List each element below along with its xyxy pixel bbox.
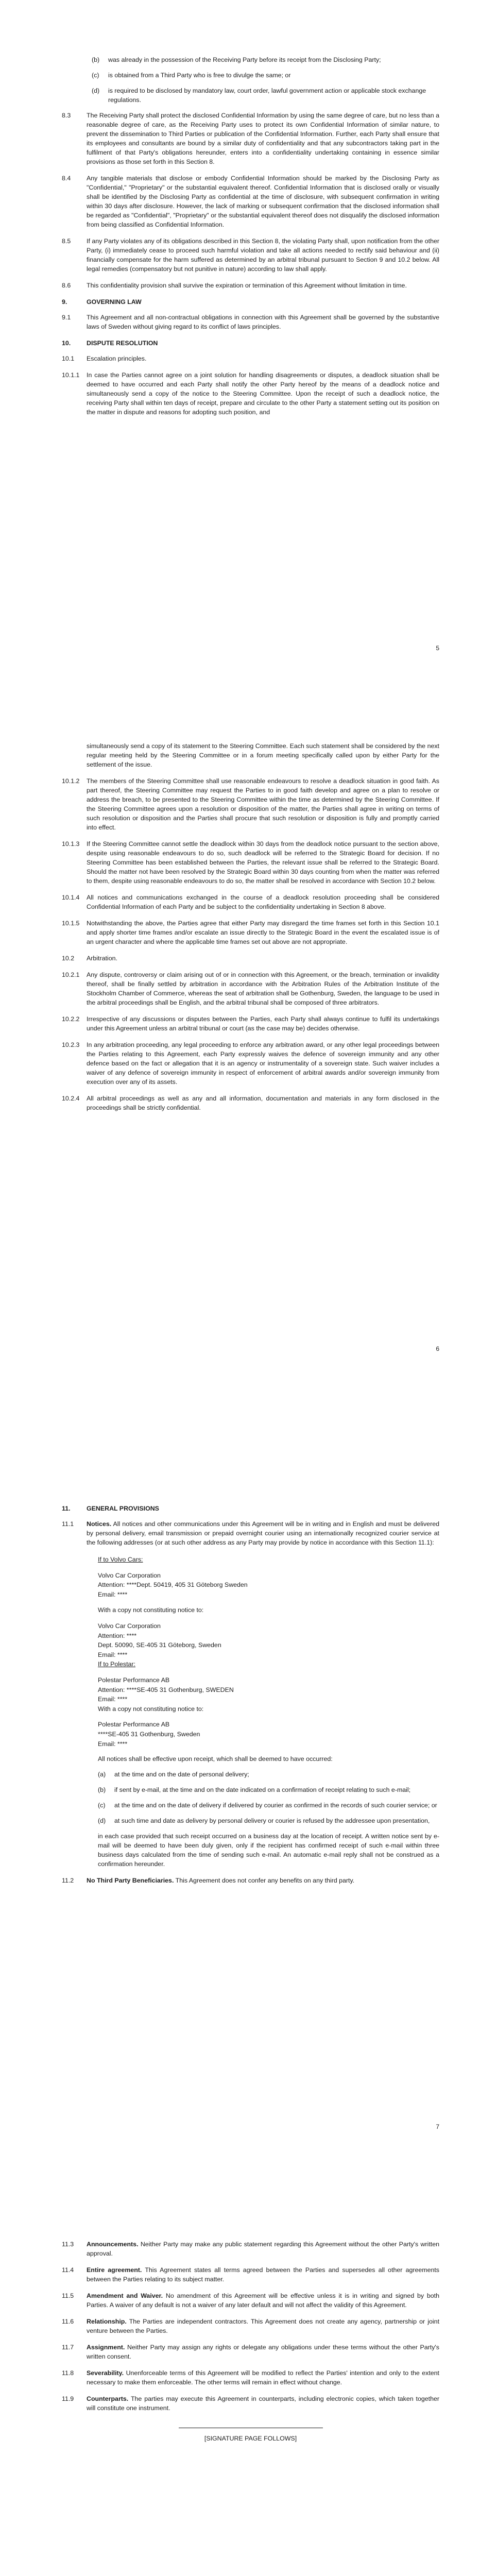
- polestar-address: [98, 1675, 439, 1714]
- address-line: Attention: ****Dept. 50419, 405 31 Göteborg Sweden: [98, 1581, 248, 1589]
- clause-text: In any arbitration proceeding, any legal proceeding to enforce any arbitration award, or any other legal proceedings between the Parties relating to this Agreement, each Party expressly waives the defence of sovereign immunity and any other defence based on the fact or allegation that it is an agency or instrumentality of a sovereign state. Such waiver includes a waiver of any defence of sovereign immunity in respect of enforcement of arbitral awards and/or sovereign immunity from execution over any of its assets.: [87, 1041, 439, 1086]
- clause-number: 11.4: [62, 2266, 74, 2274]
- address-line: Volvo Car Corporation: [98, 1622, 161, 1630]
- subclause-text: if sent by e-mail, at the time and on the date indicated on a confirmation of receipt relating to such e-mail;: [114, 1786, 411, 1794]
- section-number: 9.: [62, 298, 67, 306]
- clause-number: 10.1.4: [62, 893, 80, 901]
- clause-number: 8.3: [62, 111, 71, 119]
- subclause-text: is obtained from a Third Party who is free to divulge the same; or: [108, 71, 291, 79]
- signature-page-follows: [SIGNATURE PAGE FOLLOWS]: [204, 2434, 297, 2442]
- clause-text: Escalation principles.: [87, 354, 147, 362]
- clause-10-1-3: [62, 840, 439, 886]
- copy-label: With a copy not constituting notice to:: [98, 1705, 204, 1713]
- clause-text: If the Steering Committee cannot settle the deadlock within 30 days from the deadlock notice pursuant to the section above, despite using reasonable endeavours to do so, such deadlock will be referred to the Strategic Board for decision. If no Steering Committee has been established between the Parties, the relevant issue shall be referred to the Strategic Board. Should the matter not have been resolved by the Strategic Board within 30 days counting from when the matter was referred to them, despite using reasonable endeavours to do so, the matter shall be resolved in accordance with Section 10.2 below.: [87, 840, 439, 885]
- address-line: ****SE-405 31 Gothenburg, Sweden: [98, 1731, 200, 1738]
- clause-11-2: [62, 1876, 439, 1886]
- subclause-label: (b): [98, 1786, 106, 1794]
- clause-8-3: [62, 111, 439, 167]
- clause-10-1-5: [62, 919, 439, 947]
- clause-text: Irrespective of any discussions or disputes between the Parties, each Party shall always continue to fulfil its undertakings under this Agreement unless an arbitral tribunal or court (as the case may be) decides otherwise.: [87, 1015, 439, 1032]
- clause-11-8: [62, 2369, 439, 2387]
- clause-11-9: [62, 2395, 439, 2413]
- effective-tail: [98, 1832, 439, 1869]
- clause-number: 10.2.3: [62, 1041, 80, 1048]
- clause-text: This confidentiality provision shall survive the expiration or termination of this Agreement without limitation in time.: [87, 281, 407, 289]
- subclause-c: [92, 71, 439, 80]
- clause-10-2-1: [62, 971, 439, 1008]
- address-line: Attention: ****SE-405 31 Gothenburg, SWEDEN: [98, 1686, 234, 1693]
- clause-10-1-4: [62, 893, 439, 912]
- address-line: Attention: ****: [98, 1632, 137, 1639]
- clause-10-1-2: [62, 777, 439, 833]
- subclause-text: at the time and on the date of delivery if delivered by courier as confirmed in the records of such courier service; or: [114, 1802, 437, 1809]
- clause-text: No amendment of this Agreement will be effective unless it is in writing and signed by both Parties. A waiver of any default is not a waiver of any later default and will not affect the validity of this Agreement.: [87, 2292, 439, 2309]
- clause-title: Severability.: [87, 2369, 124, 2377]
- effective-a: [98, 1770, 439, 1780]
- subclause-d: [92, 87, 439, 105]
- clause-text: Neither Party may assign any rights or delegate any obligations under these terms without the other Party's written consent.: [87, 2343, 439, 2360]
- clause-text: Unenforceable terms of this Agreement will be modified to reflect the Parties' intention and only to the extent necessary to make them enforceable. The other terms will remain in effect without change.: [87, 2369, 440, 2386]
- address-line: Dept. 50090, SE-405 31 Göteborg, Sweden: [98, 1641, 221, 1649]
- polestar-copy-address: [98, 1720, 439, 1749]
- clause-number: 10.2: [62, 954, 75, 962]
- clause-title: No Third Party Beneficiaries.: [87, 1877, 174, 1885]
- section-title: GOVERNING LAW: [87, 298, 142, 306]
- clause-11-1: [62, 1520, 439, 1548]
- clause-10-1: [62, 354, 439, 364]
- clause-text: This Agreement and all non-contractual obligations in connection with this Agreement shall be governed by the substantive laws of Sweden without giving regard to its conflict of laws principles.: [87, 313, 439, 330]
- page-5: [0, 56, 497, 425]
- clause-title: Notices.: [87, 1520, 112, 1528]
- clause-number: 10.1.5: [62, 919, 80, 927]
- subclause-label: (a): [98, 1771, 106, 1778]
- clause-text: All notices and communications exchanged in the course of a deadlock resolution proceeding shall be considered Confidential Information of each Party and be subject to the confidentiality undertaking in Section 8 above.: [87, 893, 439, 910]
- clause-11-3: [62, 2240, 439, 2259]
- clause-number: 10.1: [62, 354, 75, 362]
- clause-text: If any Party violates any of its obligations described in this Section 8, the violating Party shall, upon notification from the other Party, (i) immediately cease to proceed such harmful violation and take all actions needed to rectify said behaviour and (ii) financially compensate for the harm suffered as determined by an arbitral tribunal pursuant to Section 9 and 10.2 below. All legal remedies (compensatory but not punitive in nature) according to law shall apply.: [87, 237, 439, 273]
- clause-title: Announcements.: [87, 2241, 139, 2248]
- page-8: [0, 2240, 497, 2444]
- address-line: Polestar Performance AB: [98, 1676, 170, 1684]
- clause-number: 10.1.3: [62, 840, 80, 848]
- effective-b: [98, 1786, 439, 1795]
- clause-number: 10.2.2: [62, 1015, 80, 1023]
- address-line: Email: ****: [98, 1696, 128, 1703]
- address-line: Polestar Performance AB: [98, 1721, 170, 1728]
- subclause-label: (d): [92, 87, 100, 94]
- clause-text: Arbitration.: [87, 954, 117, 962]
- clause-number: 10.2.4: [62, 1094, 80, 1102]
- clause-number: 8.4: [62, 174, 71, 182]
- clause-text: The members of the Steering Committee shall use reasonable endeavours to resolve a deadlock situation in good faith. As part thereof, the Steering Committee may request the Parties to in good faith develop and agree on a plan to resolve or address the breach, to be presented to the Steering Committee within the time as determined by the Steering Committee. If the Steering Committee agrees upon a resolution or disposition of the matter, the Parties shall agree in writing on terms of such resolution or disposition and the Parties shall procure that such resolution or disposition is fully and promptly carried into effect.: [87, 777, 439, 831]
- clause-title: Counterparts.: [87, 2395, 129, 2402]
- section-heading-10: [62, 339, 439, 348]
- clause-number: 9.1: [62, 313, 71, 321]
- page-6: [0, 742, 497, 1120]
- clause-10-2-2: [62, 1015, 439, 1033]
- notice-addresses: [98, 1555, 439, 1764]
- clause-text: Notwithstanding the above, the Parties agree that either Party may disregard the time frames set forth in this Section 10.1 and apply shorter time frames and/or escalate an issue directly to the Strategic Board in the event the escalated issue is of an urgent character and where the applicable time frames set out above are not appropriate.: [87, 919, 439, 945]
- clause-text: All notices and other communications under this Agreement will be in writing and in English and must be delivered by personal delivery, email transmission or prepaid overnight courier using an internationally recognized courier service at the following addresses (or at such other address as any Party may provide by notice in accordance with this Section 11.1):: [87, 1520, 439, 1546]
- address-line: Email: ****: [98, 1740, 128, 1748]
- clause-9-1: [62, 313, 439, 332]
- clause-text: This Agreement does not confer any benefits on any third party.: [175, 1877, 355, 1885]
- clause-text: The parties may execute this Agreement in counterparts, including electronic copies, which taken together will constitute one instrument.: [87, 2395, 440, 2412]
- clause-number: 8.6: [62, 281, 71, 289]
- effective-d: [98, 1817, 439, 1826]
- volvo-copy-address: [98, 1621, 439, 1669]
- clause-title: Relationship.: [87, 2317, 127, 2325]
- if-to-volvo-label: If to Volvo Cars:: [98, 1555, 143, 1563]
- page-number: 5: [436, 645, 439, 652]
- clause-text: The Parties are independent contractors. This Agreement does not create any agency, partnership or joint venture between the Parties.: [87, 2317, 440, 2334]
- subclause-label: (d): [98, 1817, 106, 1825]
- subclause-text: at the time and on the date of personal delivery;: [114, 1771, 249, 1778]
- copy-label: With a copy not constituting notice to:: [98, 1606, 204, 1614]
- clause-text: The Receiving Party shall protect the disclosed Confidential Information by using the same degree of care, but no less than a reasonable degree of care, as the Receiving Party uses to protect its own Confidential Information of similar nature, to prevent the dissemination to Third Parties or publication of the Confidential Information. Further, each Party shall ensure that its employees and consultants are bound by a similar duty of confidentiality and that any subcontractors taking part in the fulfilment of that Party's obligations hereunder, enters into a confidentiality undertaking containing in essence similar provisions as those set forth in this Section 8.: [87, 111, 439, 165]
- section-heading-9: [62, 298, 439, 307]
- subclause-text: was already in the possession of the Receiving Party before its receipt from the Disclosing Party;: [108, 56, 381, 63]
- clause-number: 11.6: [62, 2317, 74, 2325]
- clause-11-6: [62, 2317, 439, 2336]
- clause-10-1-1-continued: [62, 742, 439, 770]
- clause-number: 11.3: [62, 2241, 74, 2248]
- clause-number: 10.2.1: [62, 971, 80, 978]
- section-title: DISPUTE RESOLUTION: [87, 339, 158, 347]
- effective-c: [98, 1801, 439, 1810]
- clause-text: In case the Parties cannot agree on a joint solution for handling disagreements or disputes, a deadlock situation shall be deemed to have occurred and each Party shall notify the other Party hereof by the means of a deadlock notice and simultaneously send a copy of the notice to the Steering Committee. Upon the receipt of such a deadlock notice, the receiving Party shall within ten days of receipt, prepare and circulate to the other Party a statement setting out its position on the matter in dispute and reasons for adopting such position, and: [87, 371, 439, 416]
- volvo-address: [98, 1571, 439, 1600]
- clause-text: in each case provided that such receipt occurred on a business day at the location of receipt. A written notice sent by e-mail will be deemed to have been duly given, only if the recipient has confirmed receipt of such e-mail within three business days calculated from the time of sending such e-mail. An automatic e-mail reply shall not be construed as a confirmation hereunder.: [98, 1833, 439, 1868]
- address-line: Email: ****: [98, 1651, 128, 1658]
- clause-10-2-4: [62, 1094, 439, 1113]
- address-line: Email: ****: [98, 1590, 128, 1598]
- clause-number: 11.9: [62, 2395, 74, 2402]
- clause-10-2-3: [62, 1041, 439, 1087]
- clause-number: 10.1.1: [62, 371, 80, 379]
- clause-8-5: [62, 237, 439, 274]
- subclause-label: (b): [92, 56, 100, 63]
- clause-10-1-1: [62, 371, 439, 417]
- section-heading-11: [62, 1504, 439, 1514]
- clause-number: 11.5: [62, 2292, 74, 2299]
- section-number: 11.: [62, 1505, 71, 1512]
- clause-text: All arbitral proceedings as well as any and all information, documentation and materials in any form disclosed in the proceedings shall be strictly confidential.: [87, 1094, 439, 1111]
- clause-number: 11.8: [62, 2369, 74, 2377]
- address-line: Volvo Car Corporation: [98, 1571, 161, 1579]
- page-number: 6: [436, 1345, 439, 1352]
- clause-text: Neither Party may make any public statement regarding this Agreement without the other Party's written approval.: [87, 2241, 439, 2257]
- subclause-label: (c): [98, 1802, 106, 1809]
- clause-8-4: [62, 174, 439, 230]
- clause-text: Any tangible materials that disclose or embody Confidential Information should be marked by the Disclosing Party as "Confidential," "Proprietary" or the substantial equivalent thereof. Confidential Information that is disclosed orally or visually shall be identified by the Disclosing Party as confidential at the time of disclosure, with subsequent confirmation in writing within 30 days after disclosure. However, the lack of marking or subsequent confirmation that the disclosed information shall be regarded as "Confidential", "Proprietary" or the substantial equivalent thereof does not disqualify the disclosed information from being classified as Confidential Information.: [87, 174, 439, 228]
- clause-title: Entire agreement.: [87, 2266, 142, 2274]
- clause-number: 11.7: [62, 2343, 74, 2351]
- page-7: [0, 1499, 497, 1893]
- clause-11-4: [62, 2266, 439, 2284]
- subclause-label: (c): [92, 71, 99, 79]
- clause-title: Amendment and Waiver.: [87, 2292, 163, 2299]
- effective-intro: All notices shall be effective upon receipt, which shall be deemed to have occurred:: [98, 1755, 333, 1763]
- section-number: 10.: [62, 339, 71, 347]
- clause-title: Assignment.: [87, 2343, 125, 2351]
- section-title: GENERAL PROVISIONS: [87, 1505, 159, 1512]
- clause-number: 11.1: [62, 1520, 74, 1528]
- clause-10-2: [62, 954, 439, 963]
- page-number: 7: [436, 2123, 439, 2130]
- clause-text: Any dispute, controversy or claim arising out of or in connection with this Agreement, or the breach, termination or invalidity thereof, shall be finally settled by arbitration in accordance with the Arbitration Rules of the Arbitration Institute of the Stockholm Chamber of Commerce, whereas the seat of arbitration shall be Gothenburg, Sweden, the language to be used in the arbitral proceedings shall be English, and the arbitral tribunal shall be composed of three arbitrators.: [87, 971, 439, 1006]
- if-to-polestar-label: If to Polestar:: [98, 1660, 136, 1668]
- clause-number: 10.1.2: [62, 777, 80, 785]
- clause-text: simultaneously send a copy of its statement to the Steering Committee. Each such statement shall be considered by the next regular meeting held by the Steering Committee or in a forum meeting specifically called upon by either Party for the settlement of the issue.: [87, 742, 439, 768]
- clause-number: 11.2: [62, 1877, 74, 1885]
- subclause-text: at such time and date as delivery by personal delivery or courier is refused by the addressee upon presentation,: [114, 1817, 430, 1825]
- clause-text: This Agreement states all terms agreed between the Parties and supersedes all other agreements between the Parties relating to its subject matter.: [87, 2266, 440, 2283]
- clause-8-6: [62, 281, 439, 291]
- clause-11-7: [62, 2343, 439, 2362]
- clause-number: 8.5: [62, 237, 71, 245]
- subclause-b: [92, 56, 439, 65]
- subclause-text: is required to be disclosed by mandatory law, court order, lawful government action or applicable stock exchange regulations.: [108, 87, 426, 104]
- clause-11-5: [62, 2292, 439, 2310]
